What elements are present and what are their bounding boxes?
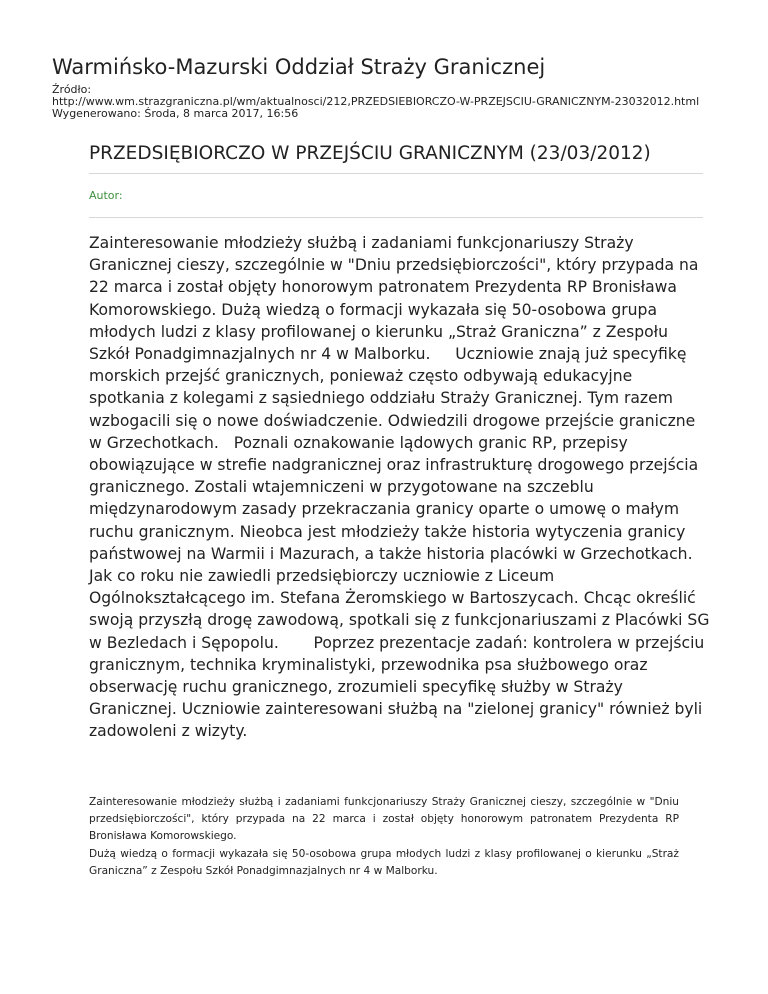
author-label: Autor: [89,189,123,202]
document-meta [52,84,722,120]
article-lead: Zainteresowanie młodzieży służbą i zadaniami funkcjonariuszy Straży Granicznej cieszy, szczególnie w "Dniu przedsiębiorczości", który przypada na 22 marca i został objęty honorowym patronatem Prezydenta RP Bronisława Komorowskiego. Dużą wiedzą o formacji wykazała się 50-osobowa grupa młodych ludzi z klasy profilowanej o kierunku „Straż Graniczna” z Zespołu Szkół Ponadgimnazjalnych nr 4 w Malborku. Uczniowie znają już specyfikę morskich przejść granicznych, ponieważ często odbywają edukacyjne spotkania z kolegami z sąsiedniego oddziału Straży Granicznej. Tym razem wzbogacili się o nowe doświadczenie. Odwiedzili drogowe przejście graniczne w Grzechotkach. Poznali oznakowanie lądowych granic RP, przepisy obowiązujące w strefie nadgranicznej oraz infrastrukturę drogowego przejścia granicznego. Zostali wtajemniczeni w przygotowane na szczeblu międzynarodowym zasady przekraczania granicy oparte o umowę o małym ruchu granicznym. Nieobca jest młodzieży także historia wytyczenia granicy państwowej na Warmii i Mazurach, a także historia placówki w Grzechotkach. Jak co roku nie zawiedli przedsiębiorczy uczniowie z Liceum Ogólnokształcącego im. Stefana Żeromskiego w Bartoszycach. Chcąc określić swoją przyszłą drogę zawodową, spotkali się z funkcjonariuszami z Placówki SG w Bezledach i Sępopolu. Poprzez prezentacje zadań: kontrolera w przejściu granicznym, technika kryminalistyki, przewodnika psa służbowego oraz obserwację ruchu granicznego, zrozumieli specyfikę służby w Straży Granicznej. Uczniowie zainteresowani służbą na "zielonej granicy" również byli zadowoleni z wizyty. [89,234,715,741]
source-url[interactable]: http://www.wm.strazgraniczna.pl/wm/aktualnosci/212,PRZEDSIEBIORCZO-W-PRZEJSCIU-GRANICZNYM-23032012.html [52,95,700,108]
source-label: Źródło: [52,83,92,96]
author-divider [89,217,703,218]
generated-date: Wygenerowano: Środa, 8 marca 2017, 16:56 [52,107,299,120]
title-divider [89,173,703,174]
article-title: PRZEDSIĘBIORCZO W PRZEJŚCIU GRANICZNYM (23/03/2012) [89,143,651,164]
article-paragraph: Zainteresowanie młodzieży służbą i zadaniami funkcjonariuszy Straży Granicznej cieszy, szczególnie w "Dniu przedsiębiorczości", który przypada na 22 marca i został objęty honorowym patronatem Prezydenta RP Bronisława Komorowskiego. [89,796,679,842]
site-title: Warmińsko-Mazurski Oddział Straży Granicznej [52,55,546,79]
article-paragraph: Dużą wiedzą o formacji wykazała się 50-osobowa grupa młodych ludzi z klasy profilowanej o kierunku „Straż Graniczna” z Zespołu Szkół Ponadgimnazjalnych nr 4 w Malborku. [89,848,679,877]
